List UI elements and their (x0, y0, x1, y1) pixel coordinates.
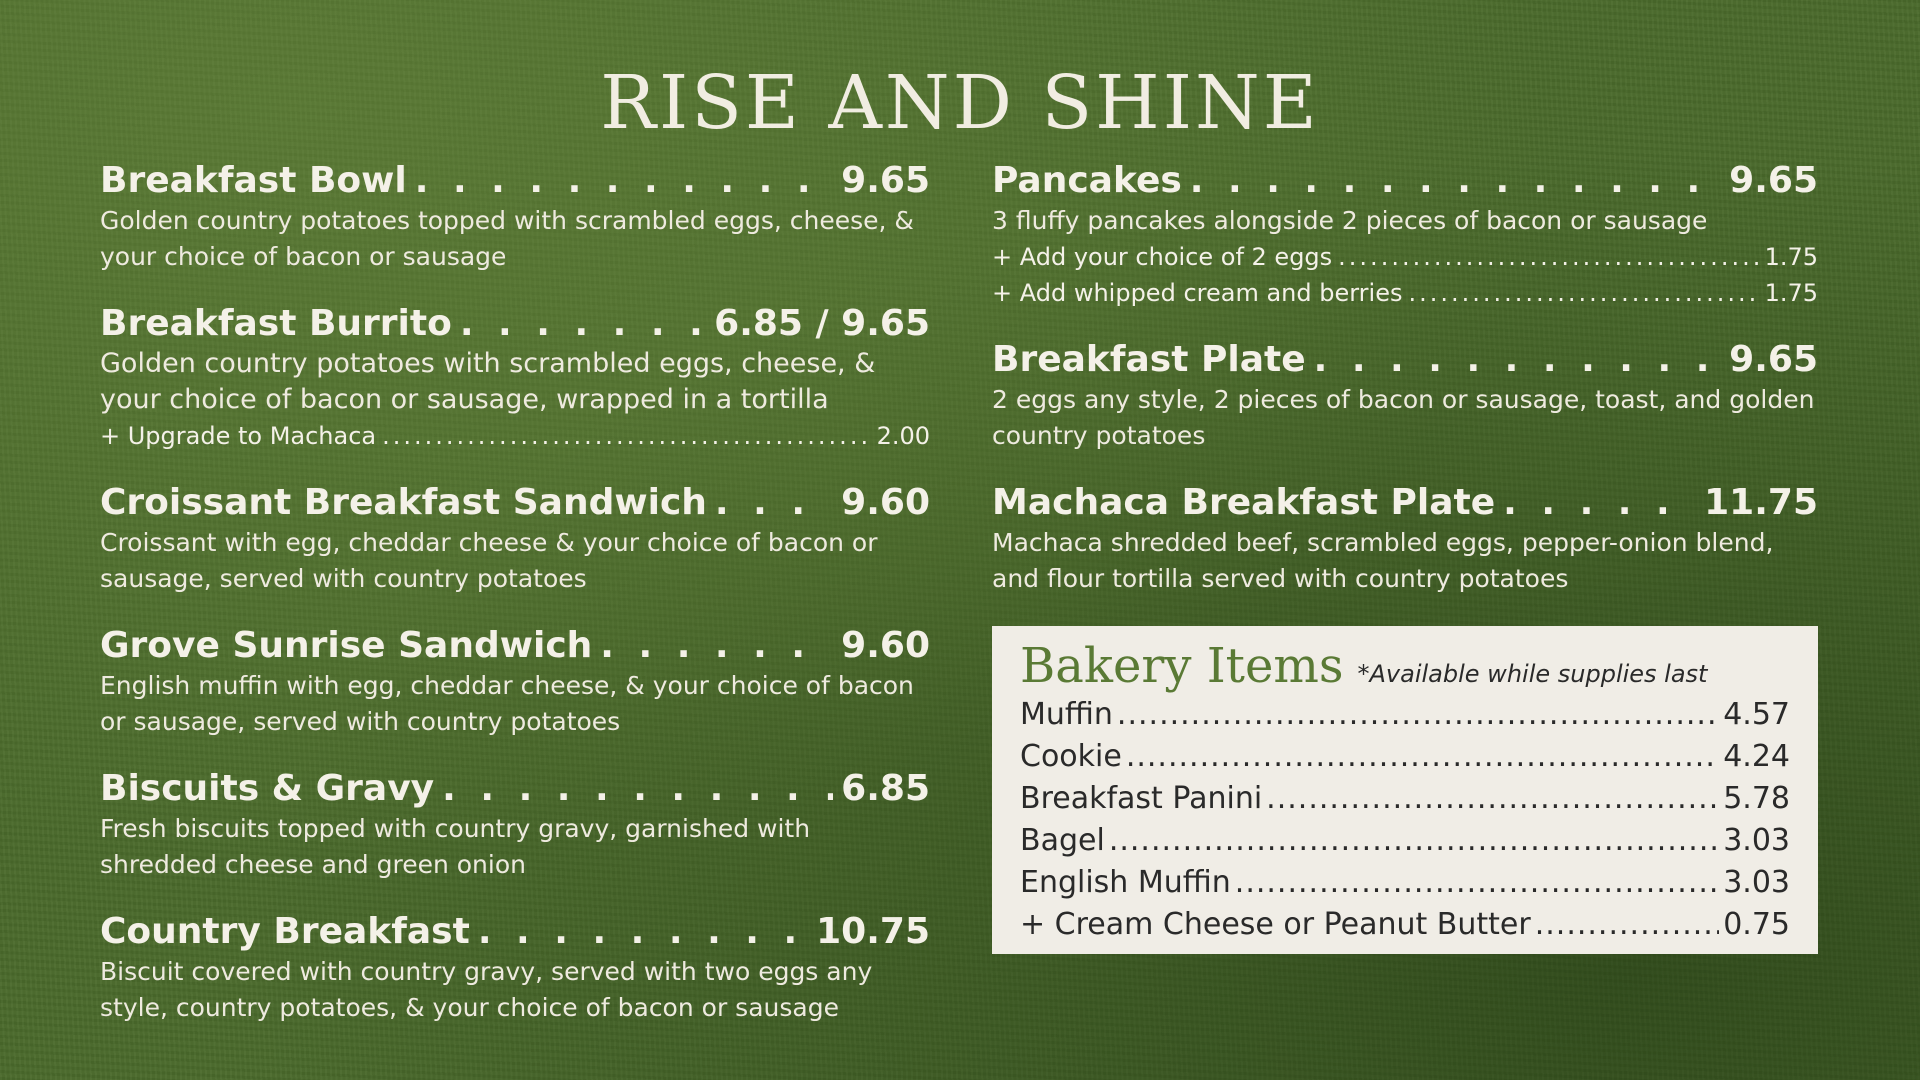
item-price: 9.65 (1729, 339, 1818, 380)
item-header (100, 303, 930, 344)
addon-price: 1.75 (1764, 279, 1818, 307)
bakery-item-price: 4.24 (1723, 739, 1790, 774)
bakery-item-name: + Cream Cheese or Peanut Butter (1020, 907, 1531, 942)
item-description: Golden country potatoes topped with scrambled eggs, cheese, & your choice of bacon or sausage (100, 206, 914, 271)
menu-item-croissant-breakfast-sandwich (100, 482, 930, 597)
item-header (992, 482, 1818, 523)
item-price: 10.75 (816, 911, 930, 952)
item-header (100, 482, 930, 523)
dot-leader (460, 303, 706, 344)
menu-title: RISE AND SHINE (600, 60, 1320, 146)
addon-price: 1.75 (1764, 243, 1818, 271)
item-description: Machaca shredded beef, scrambled eggs, pepper-onion blend, and flour tortilla served with country potatoes (992, 528, 1774, 593)
dot-leader (1117, 694, 1719, 736)
item-addon (992, 239, 1818, 275)
dot-leader (1266, 778, 1719, 820)
item-header (992, 339, 1818, 380)
bakery-item (1020, 694, 1790, 736)
item-price: 6.85 (841, 768, 930, 809)
menu-item-breakfast-burrito (100, 303, 930, 454)
item-header (100, 160, 930, 201)
dot-leader (442, 768, 833, 809)
bakery-title: Bakery Items (1020, 638, 1344, 694)
menu-item-grove-sunrise-sandwich (100, 625, 930, 740)
dot-leader (600, 625, 833, 666)
item-name: Country Breakfast (100, 911, 470, 952)
item-name: Machaca Breakfast Plate (992, 482, 1496, 523)
item-name: Croissant Breakfast Sandwich (100, 482, 707, 523)
bakery-panel (992, 626, 1818, 954)
item-price: 9.65 (1729, 160, 1818, 201)
bakery-note: *Available while supplies last (1357, 660, 1708, 688)
item-header (992, 160, 1818, 201)
bakery-item-price: 0.75 (1723, 907, 1790, 942)
bakery-item-price: 3.03 (1723, 865, 1790, 900)
menu-item-machaca-breakfast-plate (992, 482, 1818, 597)
menu-item-breakfast-plate (992, 339, 1818, 454)
left-menu-column (100, 160, 930, 1054)
bakery-item-price: 5.78 (1723, 781, 1790, 816)
item-addon (992, 275, 1818, 311)
dot-leader (1535, 904, 1719, 946)
bakery-item (1020, 820, 1790, 862)
menu-item-breakfast-bowl (100, 160, 930, 275)
item-description: 3 fluffy pancakes alongside 2 pieces of bacon or sausage (992, 206, 1708, 235)
dot-leader (1126, 736, 1719, 778)
item-price: 9.65 (841, 160, 930, 201)
item-price: 6.85 / 9.65 (714, 303, 930, 344)
item-header (100, 911, 930, 952)
bakery-item-name: Muffin (1020, 697, 1113, 732)
dot-leader (1109, 820, 1719, 862)
dot-leader (478, 911, 808, 952)
addon-label: + Add your choice of 2 eggs (992, 243, 1333, 271)
item-description: Croissant with egg, cheddar cheese & your choice of bacon or sausage, served with country potatoes (100, 528, 878, 593)
bakery-item-name: Breakfast Panini (1020, 781, 1263, 816)
item-name: Breakfast Bowl (100, 160, 407, 201)
item-price: 9.60 (841, 482, 930, 523)
item-name: Pancakes (992, 160, 1182, 201)
dot-leader (1338, 239, 1758, 275)
dot-leader (1190, 160, 1721, 201)
item-description: 2 eggs any style, 2 pieces of bacon or sausage, toast, and golden country potatoes (992, 385, 1815, 450)
dot-leader (715, 482, 833, 523)
bakery-item (1020, 778, 1790, 820)
dot-leader (382, 418, 870, 454)
menu-item-country-breakfast (100, 911, 930, 1026)
menu-item-biscuits-gravy (100, 768, 930, 883)
item-description: Golden country potatoes with scrambled eggs, cheese, & your choice of bacon or sausage, wrapped in a tortilla (100, 348, 876, 415)
item-name: Breakfast Burrito (100, 303, 452, 344)
bakery-header (1020, 638, 1790, 694)
addon-price: 2.00 (876, 422, 930, 450)
bakery-item-price: 3.03 (1723, 823, 1790, 858)
bakery-item-name: Bagel (1020, 823, 1105, 858)
item-header (100, 768, 930, 809)
addon-label: + Upgrade to Machaca (100, 422, 377, 450)
bakery-item-name: Cookie (1020, 739, 1122, 774)
dot-leader (1314, 339, 1722, 380)
item-description: Fresh biscuits topped with country gravy, garnished with shredded cheese and green onion (100, 814, 811, 879)
item-name: Grove Sunrise Sandwich (100, 625, 593, 666)
item-description: English muffin with egg, cheddar cheese, & your choice of bacon or sausage, served with country potatoes (100, 671, 914, 736)
bakery-item (1020, 862, 1790, 904)
item-description: Biscuit covered with country gravy, served with two eggs any style, country potatoes, & your choice of bacon or sausage (100, 957, 873, 1022)
addon-label: + Add whipped cream and berries (992, 279, 1403, 307)
dot-leader (1503, 482, 1696, 523)
dot-leader (415, 160, 833, 201)
bakery-item (1020, 736, 1790, 778)
bakery-item-price: 4.57 (1723, 697, 1790, 732)
dot-leader (1235, 862, 1719, 904)
right-menu-column (992, 160, 1818, 625)
bakery-item (1020, 904, 1790, 946)
item-header (100, 625, 930, 666)
item-price: 9.60 (841, 625, 930, 666)
item-price: 11.75 (1704, 482, 1818, 523)
item-name: Breakfast Plate (992, 339, 1306, 380)
item-addon (100, 418, 930, 454)
menu-item-pancakes (992, 160, 1818, 311)
item-name: Biscuits & Gravy (100, 768, 435, 809)
bakery-item-name: English Muffin (1020, 865, 1231, 900)
dot-leader (1408, 275, 1758, 311)
